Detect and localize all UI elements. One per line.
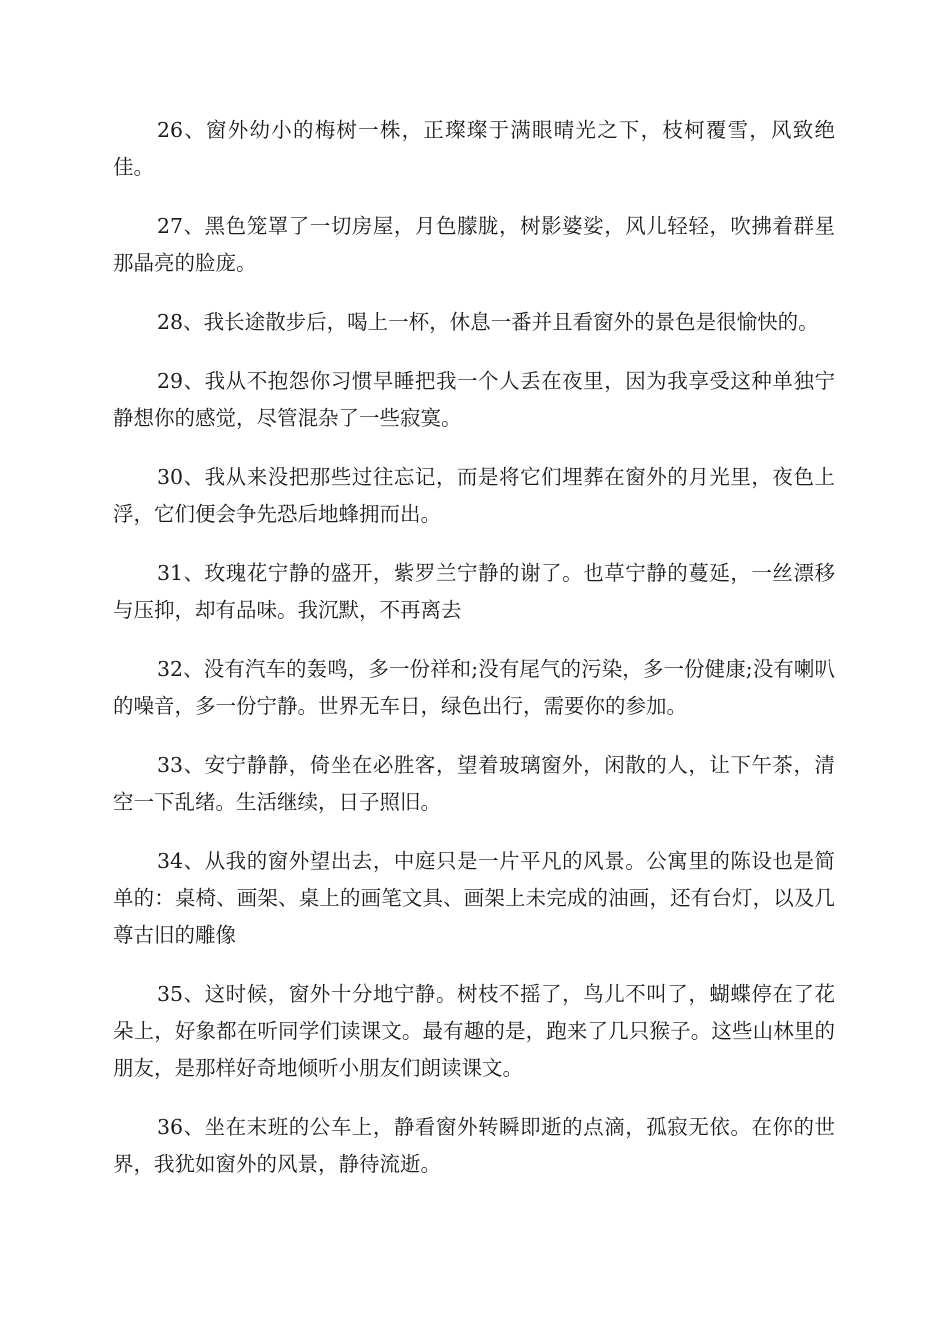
paragraph-26: 26、窗外幼小的梅树一株，正璨璨于满眼晴光之下，枝柯覆雪，风致绝佳。	[113, 118, 835, 179]
paragraph-29: 29、我从不抱怨你习惯早睡把我一个人丢在夜里，因为我享受这种单独宁静想你的感觉，尽管混杂了一些寂寞。	[113, 369, 835, 430]
paragraph-35: 35、这时候，窗外十分地宁静。树枝不摇了，鸟儿不叫了，蝴蝶停在了花朵上，好象都在听同学们读课文。最有趣的是，跑来了几只猴子。这些山林里的朋友，是那样好奇地倾听小朋友们朗读课文。	[113, 982, 835, 1080]
paragraph-32: 32、没有汽车的轰鸣，多一份祥和;没有尾气的污染，多一份健康;没有喇叭的噪音，多一份宁静。世界无车日，绿色出行，需要你的参加。	[113, 657, 835, 718]
paragraph-33: 33、安宁静静，倚坐在必胜客，望着玻璃窗外，闲散的人，让下午茶，清空一下乱绪。生活继续，日子照旧。	[113, 753, 835, 814]
document-body	[113, 112, 835, 1205]
paragraph-36: 36、坐在末班的公车上，静看窗外转瞬即逝的点滴，孤寂无依。在你的世界，我犹如窗外的风景，静待流逝。	[113, 1115, 835, 1176]
paragraph-27: 27、黑色笼罩了一切房屋，月色朦胧，树影婆娑，风儿轻轻，吹拂着群星那晶亮的脸庞。	[113, 214, 835, 275]
paragraph-30: 30、我从来没把那些过往忘记，而是将它们埋葬在窗外的月光里，夜色上浮，它们便会争先恐后地蜂拥而出。	[113, 465, 835, 526]
paragraph-28: 28、我长途散步后，喝上一杯，休息一番并且看窗外的景色是很愉快的。	[157, 310, 819, 334]
paragraph-31: 31、玫瑰花宁静的盛开，紫罗兰宁静的谢了。也草宁静的蔓延，一丝漂移与压抑，却有品味。我沉默，不再离去	[113, 561, 835, 622]
paragraph-34: 34、从我的窗外望出去，中庭只是一片平凡的风景。公寓里的陈设也是简单的：桌椅、画架、桌上的画笔文具、画架上未完成的油画，还有台灯，以及几尊古旧的雕像	[113, 849, 835, 947]
